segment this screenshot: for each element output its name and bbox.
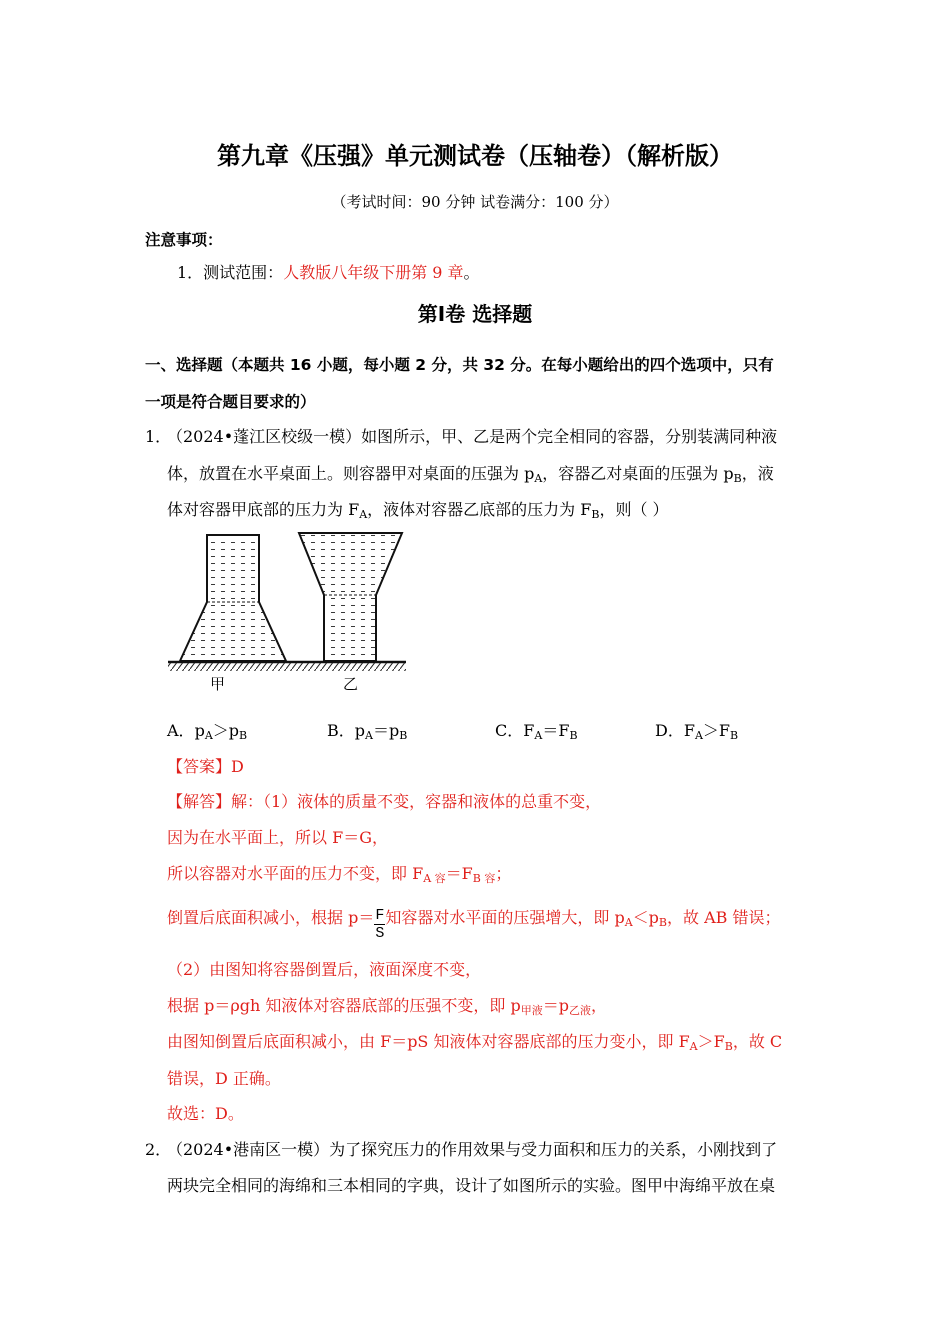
option-b-sub1: A — [365, 729, 373, 742]
option-a-sub1: A — [204, 729, 213, 742]
q1-line3-text-b: ，液体对容器乙底部的压力为 F — [367, 500, 592, 519]
analysis-l6-sub2: 乙液 — [568, 1004, 591, 1017]
option-d-sub1: A — [694, 729, 703, 742]
option-c-letter: C． — [495, 721, 524, 740]
q1-answer: 【答案】D — [167, 757, 244, 776]
analysis-line-4 — [167, 905, 781, 942]
option-d-letter: D． — [655, 721, 684, 740]
option-c-sub2: B — [569, 729, 578, 742]
analysis-l7-sub2: B — [724, 1040, 733, 1053]
figure-label-jia: 甲 — [210, 675, 226, 693]
analysis-line-2: 因为在水平面上，所以 F＝G， — [167, 828, 388, 847]
analysis-line-9: 故选：D。 — [167, 1104, 244, 1123]
table-hatching — [168, 663, 406, 671]
q2-stem-line-2: 两块完全相同的海绵和三本相同的字典，设计了如图所示的实验。图甲中海绵平放在桌 — [167, 1176, 776, 1195]
analysis-l7-c: ，故 C — [732, 1032, 783, 1051]
notice-scope: 人教版八年级下册第 9 章 — [283, 263, 464, 282]
container-yi — [299, 533, 402, 661]
option-a-var2: p — [228, 721, 240, 740]
option-b-sub2: B — [399, 729, 408, 742]
analysis-l7-sub1: A — [689, 1040, 698, 1053]
fraction-numerator: F — [375, 907, 385, 924]
analysis-l3-b: ＝F — [445, 864, 473, 883]
option-a-op: ＞ — [212, 721, 229, 740]
analysis-l4-a: 倒置后底面积减小，根据 p＝ — [167, 908, 375, 927]
analysis-l7-b: ＞F — [697, 1032, 725, 1051]
analysis-l4-d: ，故 AB 错误； — [667, 908, 781, 927]
analysis-l6-a: 根据 p＝ρgh 知液体对容器底部的压强不变，即 p — [167, 996, 521, 1015]
option-d[interactable] — [655, 718, 738, 741]
analysis-l3-a: 所以容器对水平面的压力不变，即 F — [167, 864, 424, 883]
container-jia — [180, 535, 286, 661]
option-d-var1: F — [683, 721, 695, 740]
analysis-line-3 — [167, 861, 511, 884]
option-b-letter: B． — [327, 721, 355, 740]
q1-line2-text-c: ，液 — [741, 464, 774, 483]
q1-stem-line-2 — [167, 461, 774, 484]
q1-line3-text-a: 体对容器甲底部的压力为 F — [167, 500, 360, 519]
option-c-op: ＝ — [542, 721, 559, 740]
analysis-l6-b: ＝p — [542, 996, 569, 1015]
option-d-op: ＞ — [702, 721, 719, 740]
notice-heading: 注意事项： — [145, 231, 223, 249]
option-c[interactable] — [495, 718, 578, 741]
option-d-var2: F — [718, 721, 731, 740]
option-b[interactable] — [327, 718, 407, 741]
analysis-line-6 — [167, 993, 607, 1016]
analysis-l4-c: ＜p — [632, 908, 659, 927]
q1-line2-text-b: ，容器乙对桌面的压强为 p — [542, 464, 734, 483]
analysis-line-8: 错误，D 正确。 — [167, 1069, 281, 1088]
option-a-var1: p — [194, 721, 205, 740]
analysis-l4-sub2: B — [658, 916, 667, 929]
exam-info: （考试时间：90 分钟 试卷满分：100 分） — [331, 193, 619, 211]
page-title: 第九章《压强》单元测试卷（压轴卷）（解析版） — [217, 142, 733, 170]
q1-line3-text-c: ，则（ ） — [599, 500, 669, 519]
analysis-l4-sub1: A — [624, 916, 633, 929]
option-c-var1: F — [523, 721, 535, 740]
section-title: 第Ⅰ卷 选择题 — [417, 302, 533, 326]
notice-item-1-suffix: 。 — [463, 263, 480, 282]
q1-line3-sub-2: B — [591, 508, 600, 521]
option-c-sub1: A — [534, 729, 543, 742]
pressure-fraction — [374, 907, 385, 942]
q1-container-figure — [160, 525, 420, 700]
analysis-line-1: 【解答】解：（1）液体的质量不变，容器和液体的总重不变， — [167, 792, 602, 811]
q1-line2-sub-2: B — [733, 472, 742, 485]
q1-line2-sub-1: A — [534, 472, 543, 485]
fraction-denominator: S — [375, 925, 385, 942]
notice-item-1 — [177, 260, 480, 283]
analysis-l7-a: 由图知倒置后底面积减小，由 F＝pS 知液体对容器底部的压力变小，即 F — [167, 1032, 690, 1051]
q2-number: 2． — [145, 1140, 172, 1159]
option-b-op: ＝ — [372, 721, 389, 740]
analysis-line-7 — [167, 1029, 782, 1052]
analysis-l3-c: ； — [495, 864, 512, 883]
q2-stem-line-1: （2024•港南区一模）为了探究压力的作用效果与受力面积和压力的关系，小刚找到了 — [167, 1140, 778, 1159]
option-a-letter: A． — [167, 721, 195, 740]
analysis-l4-b: 知容器对水平面的压强增大，即 p — [385, 908, 625, 927]
option-d-sub2: B — [730, 729, 739, 742]
q1-line3-sub-1: A — [359, 508, 368, 521]
analysis-l6-sub1: 甲液 — [520, 1004, 543, 1017]
part-heading-line-2: 一项是符合题目要求的） — [145, 393, 316, 411]
q1-line2-text-a: 体，放置在水平桌面上。则容器甲对桌面的压强为 p — [167, 464, 535, 483]
analysis-l6-c: ， — [590, 996, 607, 1015]
q1-number: 1． — [145, 427, 172, 446]
option-a[interactable] — [167, 718, 247, 741]
analysis-line-5: （2）由图知将容器倒置后，液面深度不变， — [167, 960, 482, 979]
q1-stem-line-1: （2024•蓬江区校级一模）如图所示，甲、乙是两个完全相同的容器，分别装满同种液 — [167, 427, 778, 446]
q1-stem-line-3 — [167, 497, 669, 520]
option-c-var2: F — [558, 721, 570, 740]
option-b-var2: p — [388, 721, 400, 740]
figure-label-yi: 乙 — [343, 675, 359, 693]
part-heading-line-1: 一、选择题（本题共 16 小题，每小题 2 分，共 32 分。在每小题给出的四个选项中，只有 — [145, 356, 774, 374]
analysis-l3-sub2: B 容 — [472, 872, 496, 885]
analysis-l3-sub1: A 容 — [423, 872, 446, 885]
notice-item-1-prefix: 1．测试范围： — [177, 263, 284, 282]
option-b-var1: p — [354, 721, 366, 740]
option-a-sub2: B — [239, 729, 248, 742]
